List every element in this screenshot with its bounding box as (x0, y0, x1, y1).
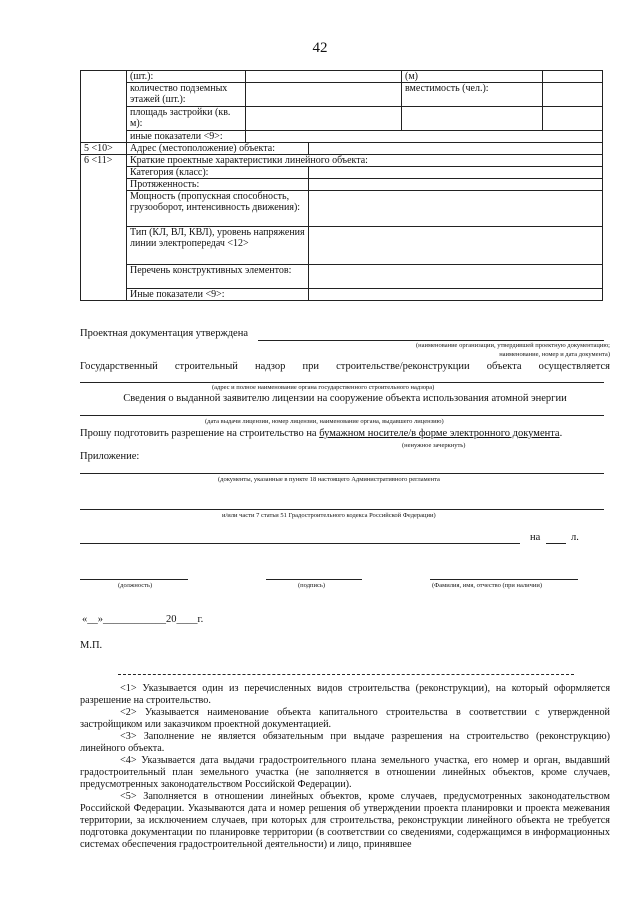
row-number: 5 <10> (81, 143, 127, 155)
table-cell: Тип (КЛ, ВЛ, КВЛ), уровень напряжения линии электропередач <12> (127, 227, 309, 265)
table-cell: Краткие проектные характеристики линейного объекта: (127, 155, 603, 167)
supervision-word: строительстве/реконструкции (336, 361, 470, 372)
date-line[interactable]: «__»____________20____г. (82, 614, 204, 625)
table-row (81, 289, 603, 301)
footnotes (80, 683, 610, 851)
footnote: <2> Указывается наименование объекта капитального строительства в соответствии с утвержденной застройщиком или заказчиком проектной документацией. (80, 707, 610, 730)
license-title: Сведения о выданной заявителю лицензии на сооружение объекта использования атомной энергии (123, 393, 567, 404)
row-number: 6 <11> (81, 155, 127, 301)
supervision-word: строительный (174, 361, 238, 372)
footnote-separator (118, 674, 574, 675)
request-line (80, 428, 562, 439)
supervision-word: объекта (486, 361, 522, 372)
supervision-word: осуществляется (538, 361, 610, 372)
table-row (81, 167, 603, 179)
table-cell: Мощность (пропускная способность, грузооборот, интенсивность движения): (127, 191, 309, 227)
supervision-word: Государственный (80, 361, 158, 372)
table-row (81, 83, 603, 107)
request-hint: (ненужное зачеркнуть) (402, 442, 466, 449)
stamp-label: М.П. (80, 640, 103, 651)
sheets-count-line[interactable] (546, 543, 566, 544)
approved-field-line[interactable] (258, 340, 604, 341)
signature-line[interactable] (266, 579, 362, 580)
object-characteristics-table (80, 70, 603, 301)
table-row (81, 265, 603, 289)
table-cell: количество подземных этажей (шт.): (127, 83, 246, 107)
request-end: . (559, 428, 563, 439)
name-hint: (Фамилия, имя, отчество (при наличии) (432, 582, 543, 589)
table-row (81, 107, 603, 131)
position-line[interactable] (80, 579, 188, 580)
appendix-label: Приложение: (80, 451, 140, 462)
on-label: на (530, 532, 541, 543)
supervision-field-line[interactable] (80, 382, 604, 383)
request-format-option[interactable]: бумажном носителе/в форме электронного документа (319, 428, 560, 439)
signature-hint: (подпись) (298, 582, 325, 589)
appendix-field-line[interactable] (80, 509, 604, 510)
table-cell: вместимость (чел.): (402, 83, 543, 107)
footnote: <5> Заполняется в отношении линейных объектов, кроме случаев, предусмотренных законодательством Российской Федерации. Указываются дата и номер решения об утверждении проекта планировки и проекта межевания территории, за исключением случаев, при которых для строительства, реконструкции линейного объекта не требуется подготовка документации по планировке территории (в соответствии со сведениями, содержащимся в информационных системах обеспечения градостроительной деятельности) и лицо, принявшее (80, 791, 610, 850)
table-cell: Адрес (местоположение) объекта: (127, 143, 309, 155)
appendix-field-line[interactable] (80, 473, 604, 474)
table-row (81, 71, 603, 83)
table-cell: иные показатели <9>: (127, 131, 246, 143)
supervision-line (80, 361, 610, 372)
table-row (81, 131, 603, 143)
page-number: 42 (312, 40, 328, 56)
table-row (81, 227, 603, 265)
table-cell: (м) (402, 71, 543, 83)
approved-hint: наименование, номер и дата документа) (499, 351, 610, 358)
appendix-field-line[interactable] (80, 543, 520, 544)
name-line[interactable] (430, 579, 578, 580)
table-row (81, 155, 603, 167)
table-cell: площадь застройки (кв. м): (127, 107, 246, 131)
approved-label: Проектная документация утверждена (80, 328, 248, 339)
table-row (81, 191, 603, 227)
position-hint: (должность) (118, 582, 153, 589)
table-cell: Перечень конструктивных элементов: (127, 265, 309, 289)
footnote: <4> Указывается дата выдачи градостроительного плана земельного участка, его номер и орган, выдавший градостроительный план земельного участка (не заполняется в отношении линейных объектов, кроме случаев, предусмотренных законодательством Российской Федерации). (80, 755, 610, 790)
table-cell: (шт.): (127, 71, 246, 83)
table-cell: Иные показатели <9>: (127, 289, 309, 301)
footnote: <3> Заполнение не является обязательным при выдаче разрешения на строительство (реконструкцию) линейного объекта. (80, 731, 610, 754)
supervision-hint: (адрес и полное наименование органа государственного строительного надзора) (212, 384, 435, 391)
supervision-word: при (302, 361, 319, 372)
license-field-line[interactable] (80, 415, 604, 416)
table-row (81, 143, 603, 155)
documents-hint: (документы, указанные в пункте 18 настоящего Административного регламента (218, 476, 440, 483)
sheets-label: л. (571, 532, 579, 543)
supervision-word: надзор (255, 361, 286, 372)
license-hint: (дата выдачи лицензии, номер лицензии, наименование органа, выдавшего лицензию) (205, 418, 444, 425)
request-text: Прошу подготовить разрешение на строительство на (80, 428, 320, 439)
table-cell: Протяженность: (127, 179, 309, 191)
approved-hint: (наименование организации, утвердившей проектную документацию; (416, 342, 610, 349)
table-cell: Категория (класс): (127, 167, 309, 179)
footnote: <1> Указывается один из перечисленных видов строительства (реконструкции), на который оформляется разрешение на строительство. (80, 683, 610, 706)
documents-hint: и/или части 7 статьи 51 Градостроительного кодекса Российской Федерации) (222, 512, 436, 519)
table-row (81, 179, 603, 191)
